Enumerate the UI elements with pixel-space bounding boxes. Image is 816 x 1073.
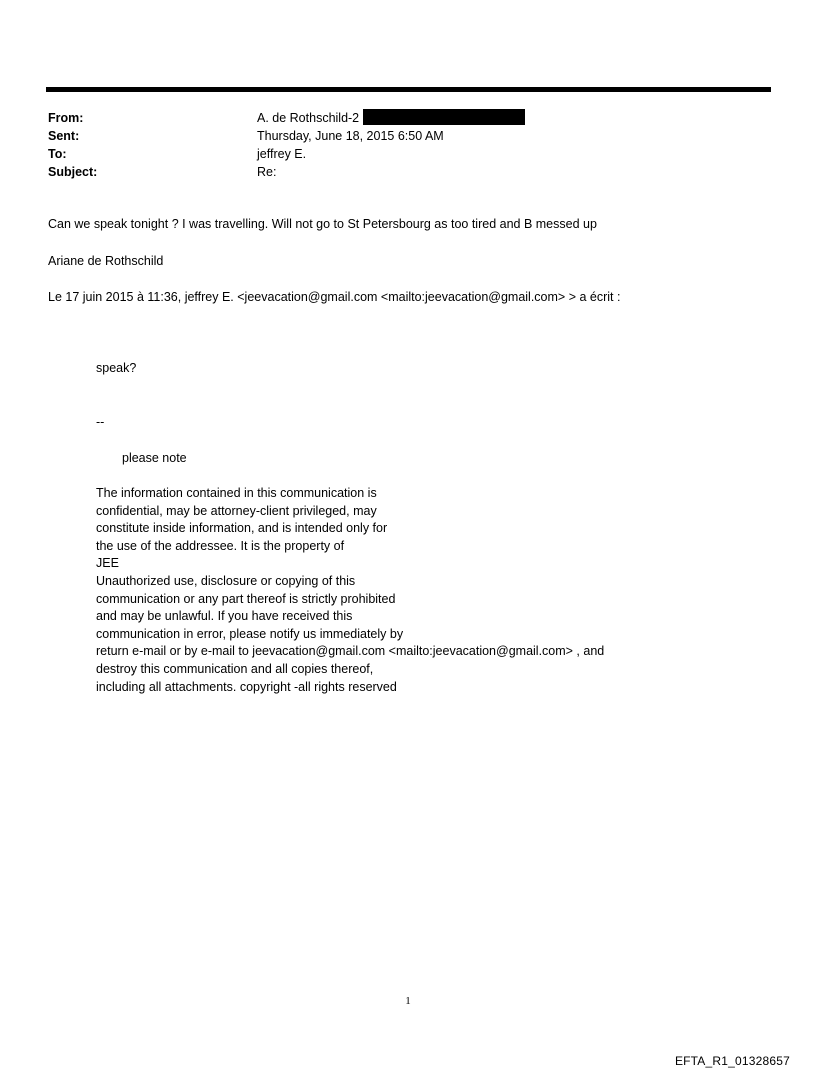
disclaimer-line: including all attachments. copyright -all rights reserved bbox=[96, 679, 397, 694]
quote-intro: Le 17 juin 2015 à 11:36, jeffrey E. <jeevacation@gmail.com <mailto:jeevacation@gmail.com> > a écrit : bbox=[48, 290, 621, 304]
sent-label: Sent: bbox=[48, 129, 80, 143]
bates-number: EFTA_R1_01328657 bbox=[674, 1054, 790, 1068]
disclaimer-line: destroy this communication and all copies thereof, bbox=[96, 661, 374, 676]
disclaimer-line: The information contained in this communication is bbox=[96, 486, 377, 500]
from-label: From: bbox=[48, 111, 84, 125]
quoted-message: speak? bbox=[96, 361, 137, 375]
to-label: To: bbox=[48, 147, 67, 161]
disclaimer-line: Unauthorized use, disclosure or copying of this bbox=[96, 573, 356, 588]
subject-label: Subject: bbox=[48, 165, 98, 179]
from-row bbox=[48, 109, 748, 127]
redaction-box bbox=[363, 109, 525, 125]
subject-row bbox=[48, 163, 748, 181]
sent-value: Thursday, June 18, 2015 6:50 AM bbox=[257, 129, 444, 143]
sent-row bbox=[48, 127, 748, 145]
disclaimer-line: return e-mail or by e-mail to jeevacation@gmail.com <mailto:jeevacation@gmail.com> , and bbox=[96, 644, 605, 659]
sender-name: A. de Rothschild-2 bbox=[257, 111, 360, 125]
disclaimer-line: communication or any part thereof is strictly prohibited bbox=[96, 591, 396, 606]
message-text: Can we speak tonight ? I was travelling. Will not go to St Petersbourg as too tired and B messed up bbox=[48, 217, 597, 231]
disclaimer-line: confidential, may be attorney-client privileged, may bbox=[96, 503, 377, 518]
subject-value: Re: bbox=[257, 165, 277, 179]
page-number: 1 bbox=[405, 995, 411, 1007]
disclaimer-line: constitute inside information, and is intended only for bbox=[96, 521, 388, 536]
disclaimer-line: the use of the addressee. It is the property of bbox=[96, 538, 345, 553]
email-header bbox=[48, 109, 748, 181]
disclaimer-line: and may be unlawful. If you have received this bbox=[96, 609, 353, 624]
from-value bbox=[257, 109, 525, 127]
header-divider bbox=[46, 87, 771, 92]
signature: Ariane de Rothschild bbox=[48, 254, 164, 268]
to-value: jeffrey E. bbox=[257, 147, 307, 161]
please-note: please note bbox=[122, 451, 187, 465]
disclaimer bbox=[96, 485, 696, 696]
disclaimer-line: communication in error, please notify us immediately by bbox=[96, 626, 404, 641]
disclaimer-line: JEE bbox=[96, 556, 119, 571]
to-row bbox=[48, 145, 748, 163]
signature-separator: -- bbox=[96, 415, 105, 429]
